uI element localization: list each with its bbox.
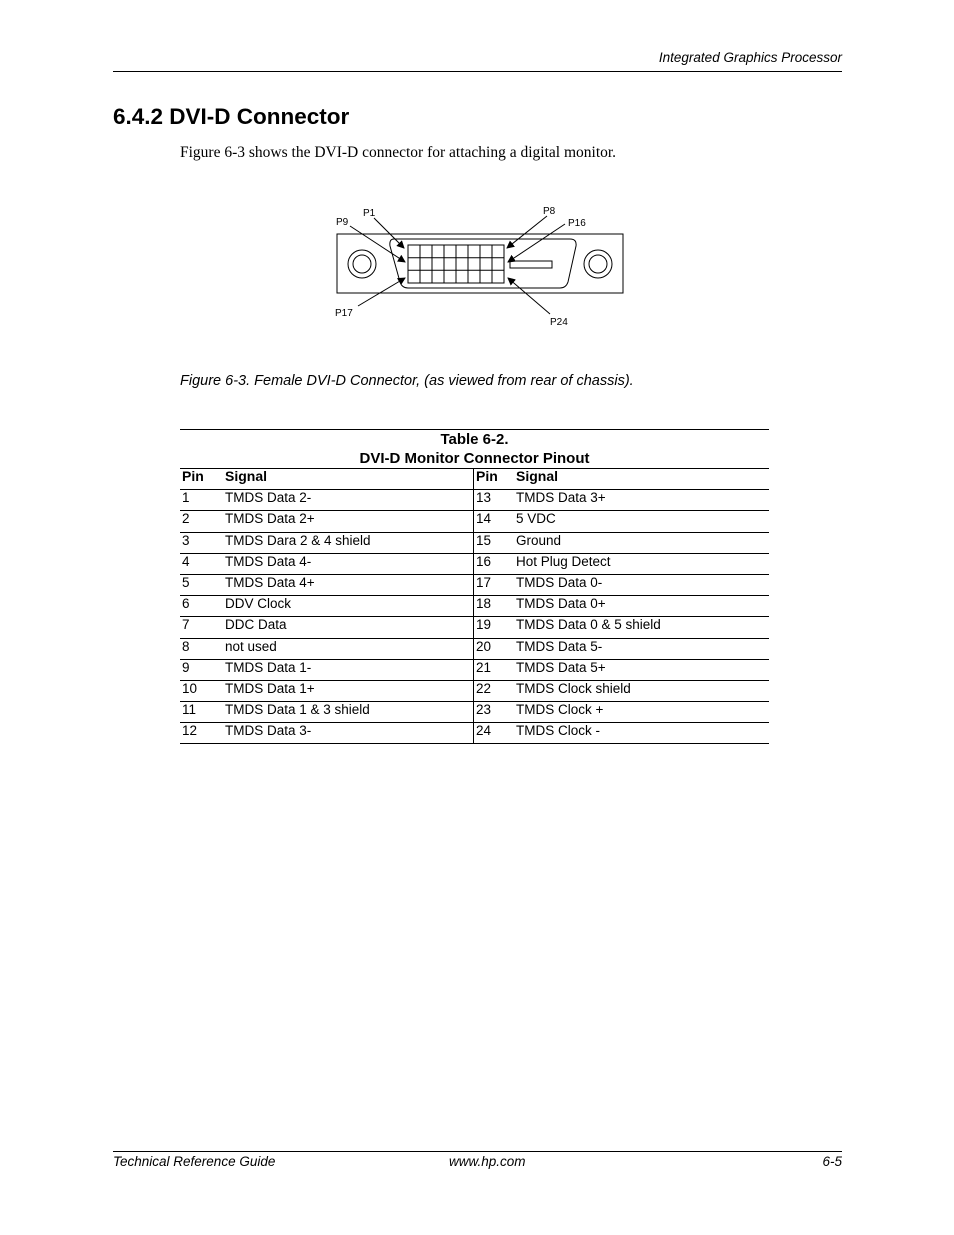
signal-name: TMDS Data 5+: [514, 659, 769, 680]
header-rule: [113, 71, 842, 72]
pinout-table: [180, 429, 769, 744]
table-row: [180, 553, 769, 574]
signal-name: TMDS Clock -: [514, 723, 769, 744]
ground-blade-slot: [510, 261, 552, 268]
footer-doc-title: Technical Reference Guide: [113, 1154, 276, 1169]
pin-number: 22: [474, 680, 515, 701]
pin-number: 13: [474, 490, 515, 511]
p17-pointer: [358, 278, 405, 306]
signal-name: TMDS Data 4-: [223, 553, 474, 574]
p16-pointer: [508, 224, 565, 262]
pin-number: 23: [474, 702, 515, 723]
pin-number: 24: [474, 723, 515, 744]
running-header: Integrated Graphics Processor: [658, 50, 842, 65]
pin-number: 5: [180, 574, 223, 595]
signal-name: Ground: [514, 532, 769, 553]
table-row: [180, 702, 769, 723]
label-p24: P24: [550, 317, 568, 328]
signal-name: TMDS Data 0+: [514, 596, 769, 617]
pinout-grid: [180, 468, 769, 744]
table-row: [180, 511, 769, 532]
signal-name: TMDS Clock shield: [514, 680, 769, 701]
table-caption: DVI-D Monitor Connector Pinout: [359, 450, 590, 467]
footer-rule: [113, 1151, 842, 1152]
footer-website: www.hp.com: [449, 1154, 526, 1169]
signal-name: TMDS Data 1+: [223, 680, 474, 701]
dvi-d-connector-figure: [320, 198, 630, 333]
label-p1: P1: [363, 208, 376, 219]
pin-number: 7: [180, 617, 223, 638]
pin-number: 21: [474, 659, 515, 680]
p24-pointer: [508, 278, 550, 314]
footer-page-number: 6-5: [822, 1154, 842, 1169]
table-row: [180, 596, 769, 617]
pin-number: 14: [474, 511, 515, 532]
table-row: [180, 680, 769, 701]
signal-name: TMDS Data 4+: [223, 574, 474, 595]
signal-name: DDC Data: [223, 617, 474, 638]
pin-number: 8: [180, 638, 223, 659]
pin-number: 12: [180, 723, 223, 744]
table-number: Table 6-2.: [440, 431, 509, 448]
signal-name: TMDS Data 2-: [223, 490, 474, 511]
table-row: [180, 490, 769, 511]
pin-number: 4: [180, 553, 223, 574]
pin-number: 15: [474, 532, 515, 553]
section-heading: 6.4.2 DVI-D Connector: [113, 104, 350, 129]
table-row: [180, 659, 769, 680]
table-row: [180, 574, 769, 595]
table-header-row: [180, 469, 769, 490]
signal-name: TMDS Dara 2 & 4 shield: [223, 532, 474, 553]
pin-grid: [408, 245, 504, 283]
pin-number: 1: [180, 490, 223, 511]
p1-pointer: [374, 218, 404, 248]
pin-number: 17: [474, 574, 515, 595]
connector-shell: [390, 239, 576, 288]
label-p17: P17: [335, 308, 353, 319]
col-header-pin: Pin: [474, 469, 515, 490]
table-row: [180, 617, 769, 638]
pin-number: 6: [180, 596, 223, 617]
left-mounting-hole: [348, 250, 376, 278]
pin-number: 3: [180, 532, 223, 553]
pin-number: 2: [180, 511, 223, 532]
signal-name: 5 VDC: [514, 511, 769, 532]
signal-name: DDV Clock: [223, 596, 474, 617]
signal-name: not used: [223, 638, 474, 659]
right-mounting-hole: [584, 250, 612, 278]
table-title: [180, 430, 769, 468]
signal-name: TMDS Data 1 & 3 shield: [223, 702, 474, 723]
signal-name: TMDS Data 3+: [514, 490, 769, 511]
table-row: [180, 532, 769, 553]
label-p16: P16: [568, 218, 586, 229]
pin-number: 9: [180, 659, 223, 680]
p9-pointer: [350, 226, 405, 262]
label-p9: P9: [336, 217, 349, 228]
pin-number: 16: [474, 553, 515, 574]
pin-number: 19: [474, 617, 515, 638]
label-p8: P8: [543, 206, 556, 217]
signal-name: Hot Plug Detect: [514, 553, 769, 574]
col-header-pin: Pin: [180, 469, 223, 490]
signal-name: TMDS Clock +: [514, 702, 769, 723]
p8-pointer: [507, 216, 547, 248]
signal-name: TMDS Data 2+: [223, 511, 474, 532]
intro-paragraph: Figure 6-3 shows the DVI-D connector for attaching a digital monitor.: [180, 144, 617, 161]
figure-caption: Figure 6-3. Female DVI-D Connector, (as viewed from rear of chassis).: [180, 373, 634, 389]
pin-number: 20: [474, 638, 515, 659]
pin-number: 10: [180, 680, 223, 701]
signal-name: TMDS Data 0-: [514, 574, 769, 595]
signal-name: TMDS Data 1-: [223, 659, 474, 680]
table-row: [180, 723, 769, 744]
col-header-signal: Signal: [223, 469, 474, 490]
signal-name: TMDS Data 3-: [223, 723, 474, 744]
signal-name: TMDS Data 0 & 5 shield: [514, 617, 769, 638]
pin-number: 18: [474, 596, 515, 617]
signal-name: TMDS Data 5-: [514, 638, 769, 659]
col-header-signal: Signal: [514, 469, 769, 490]
pin-number: 11: [180, 702, 223, 723]
table-row: [180, 638, 769, 659]
